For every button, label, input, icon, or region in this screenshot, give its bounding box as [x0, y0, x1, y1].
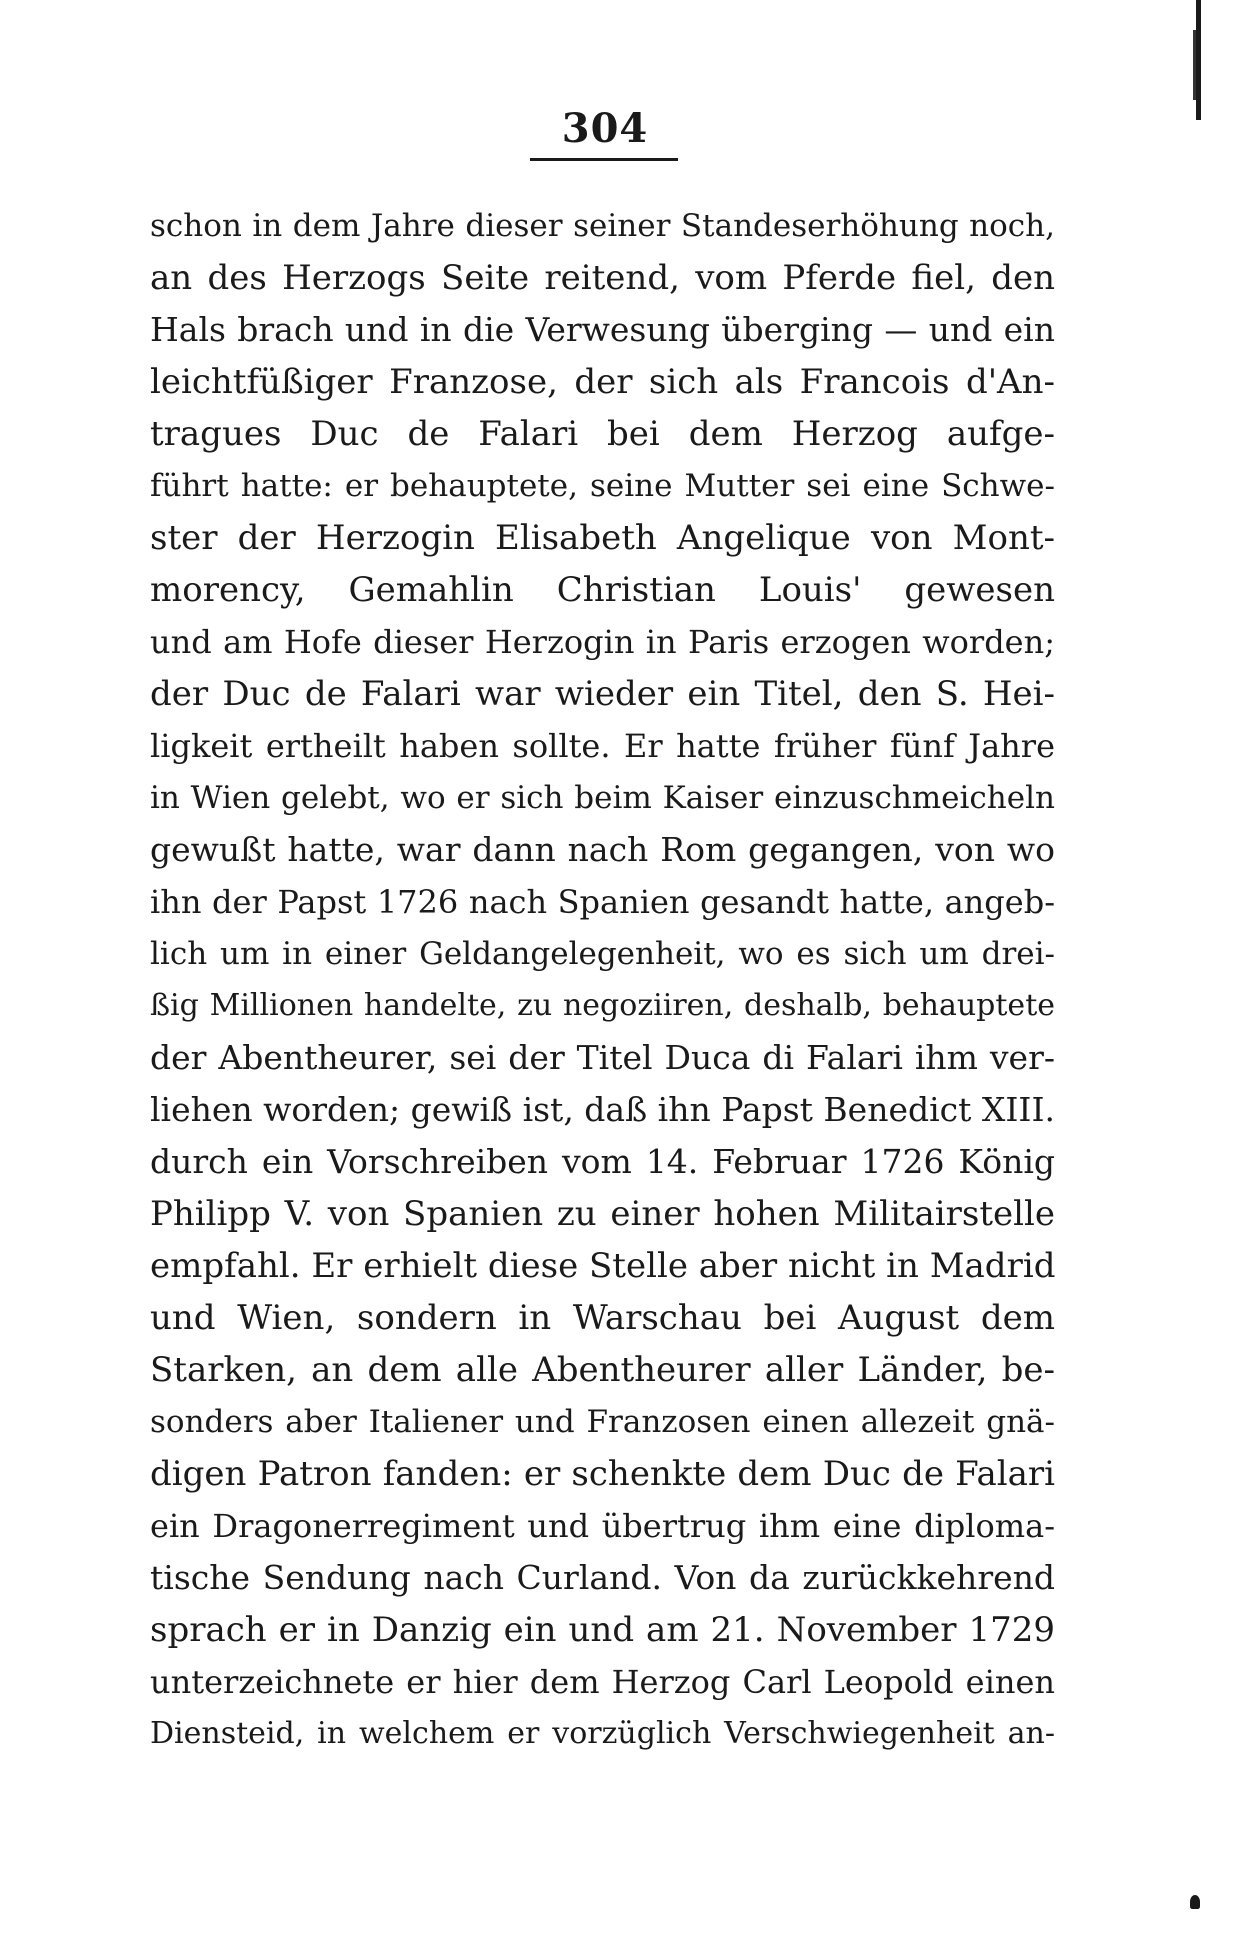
text-line: empfahl. Er erhielt diese Stelle aber nicht in Madrid [150, 1246, 1055, 1286]
text-line: führt hatte: er behauptete, seine Mutter sei eine Schwe- [150, 468, 1055, 504]
scan-edge-mark [1190, 1895, 1200, 1909]
text-line: digen Patron fanden: er schenkte dem Duc de Falari [150, 1454, 1055, 1494]
text-line: unterzeichnete er hier dem Herzog Carl Leopold einen [150, 1663, 1055, 1701]
text-line: sprach er in Danzig ein und am 21. November 1729 [150, 1610, 1055, 1650]
text-line: ster der Herzogin Elisabeth Angelique von Mont- [150, 518, 1055, 558]
body-text [150, 200, 1055, 1760]
page-number: 304 [561, 105, 649, 152]
header-rule [530, 158, 678, 161]
text-line: schon in dem Jahre dieser seiner Standeserhöhung noch, [150, 208, 1055, 244]
text-line: ihn der Papst 1726 nach Spanien gesandt hatte, angeb- [150, 883, 1055, 921]
text-line: Starken, an dem alle Abentheurer aller Länder, be- [150, 1350, 1055, 1390]
text-line: tragues Duc de Falari bei dem Herzog aufge- [150, 414, 1055, 454]
text-line: tische Sendung nach Curland. Von da zurückkehrend [150, 1558, 1055, 1597]
text-line: leichtfüßiger Franzose, der sich als Francois d'An- [150, 362, 1055, 402]
text-line: gewußt hatte, war dann nach Rom gegangen, von wo [150, 830, 1055, 869]
text-line: morency, Gemahlin Christian Louis' gewesen [150, 570, 1055, 610]
text-line: Diensteid, in welchem er vorzüglich Verschwiegenheit an- [150, 1716, 1055, 1751]
text-line: der Duc de Falari war wieder ein Titel, den S. Hei- [150, 674, 1055, 714]
scan-edge-mark [1193, 30, 1196, 100]
text-line: und am Hofe dieser Herzogin in Paris erzogen worden; [150, 623, 1055, 661]
scan-edge-mark [1196, 0, 1201, 120]
text-line: lich um in einer Geldangelegenheit, wo es sich um drei- [150, 936, 1055, 972]
text-line: ßig Millionen handelte, zu negoziiren, deshalb, behauptete [150, 988, 1055, 1023]
text-line: Hals brach und in die Verwesung überging — und ein [150, 310, 1055, 349]
text-line: liehen worden; gewiß ist, daß ihn Papst Benedict XIII. [150, 1090, 1055, 1129]
text-line: und Wien, sondern in Warschau bei August dem [150, 1298, 1055, 1338]
text-line: in Wien gelebt, wo er sich beim Kaiser einzuschmeicheln [150, 780, 1055, 816]
text-line: ligkeit ertheilt haben sollte. Er hatte früher fünf Jahre [150, 727, 1055, 765]
text-line: Philipp V. von Spanien zu einer hohen Militairstelle [150, 1194, 1055, 1234]
text-line: durch ein Vorschreiben vom 14. Februar 1726 König [150, 1142, 1055, 1181]
text-line: sonders aber Italiener und Franzosen einen allezeit gnä- [150, 1404, 1055, 1440]
text-line: ein Dragonerregiment und übertrug ihm eine diploma- [150, 1507, 1055, 1545]
text-line: der Abentheurer, sei der Titel Duca di Falari ihm ver- [150, 1038, 1055, 1077]
text-line: an des Herzogs Seite reitend, vom Pferde fiel, den [150, 258, 1055, 298]
